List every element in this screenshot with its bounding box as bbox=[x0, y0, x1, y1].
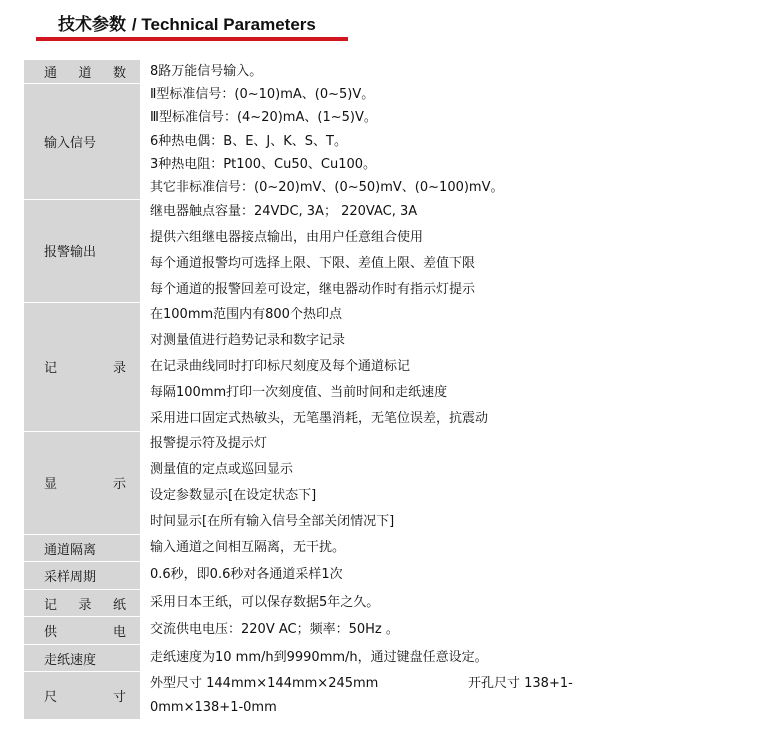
section-header bbox=[36, 4, 348, 42]
row-label: 走纸速度 bbox=[24, 644, 140, 672]
row-label: 采样周期 bbox=[24, 562, 140, 590]
row-label: 显 示 bbox=[24, 431, 140, 534]
row-label: 通道隔离 bbox=[24, 534, 140, 562]
table-row bbox=[24, 672, 742, 720]
row-label: 输入信号 bbox=[24, 83, 140, 199]
table-row bbox=[24, 302, 742, 431]
row-value: 8路万能信号输入。 bbox=[150, 64, 263, 79]
row-label: 通 道 数 bbox=[24, 60, 140, 83]
row-value bbox=[140, 672, 742, 720]
row-label: 记 录 bbox=[24, 302, 140, 431]
row-value: 交流供电电压：220V AC；频率：50Hz 。 bbox=[150, 622, 399, 638]
row-value: 继电器触点容量：24VDC, 3A； 220VAC, 3A 提供六组继电器接点输出，由用户任意组合使用 每个通道报警均可选择上限、下限、差值上限、差值下限 每个通道的报警回差可设定，继电器动作时有指示灯提示 bbox=[150, 204, 476, 297]
section-title bbox=[58, 10, 316, 35]
row-label: 供 电 bbox=[24, 617, 140, 645]
row-label: 报警输出 bbox=[24, 199, 140, 302]
table-row bbox=[24, 199, 742, 302]
table-row bbox=[24, 562, 742, 590]
table-row bbox=[24, 589, 742, 617]
row-label: 记 录 纸 bbox=[24, 589, 140, 617]
outer-size: 外型尺寸 144mm×144mm×245mm bbox=[150, 675, 379, 691]
table-row bbox=[24, 60, 742, 83]
row-value: 采用日本王纸，可以保存数据5年之久。 bbox=[150, 594, 380, 610]
table-row bbox=[24, 431, 742, 534]
table-row bbox=[24, 644, 742, 672]
table-row bbox=[24, 534, 742, 562]
cutout-size-cont: 0mm×138+1-0mm bbox=[150, 699, 277, 715]
row-value: 在100mm范围内有800个热印点 对测量值进行趋势记录和数字记录 在记录曲线同时打印标尺刻度及每个通道标记 每隔100mm打印一次刻度值、当前时间和走纸速度 采用进口固定式热敏头，无笔墨消耗，无笔位误差，抗震动 bbox=[150, 307, 489, 426]
row-label: 尺 寸 bbox=[24, 672, 140, 720]
table-row bbox=[24, 83, 742, 199]
spec-table bbox=[24, 60, 742, 720]
row-value: 报警提示符及提示灯 测量值的定点或巡回显示 设定参数显示[在设定状态下] 时间显示[在所有输入信号全部关闭情况下] bbox=[150, 436, 395, 529]
row-value: Ⅱ型标准信号：(0~10)mA、(0~5)V。 Ⅲ型标准信号：(4~20)mA、(1~5)V。 6种热电偶：B、E、J、K、S、T。 3种热电阻：Pt100、Cu50、Cu100。 其它非标准信号：(0~20)mV、(0~50)mV、(0~100)mV。 bbox=[150, 87, 504, 195]
table-row bbox=[24, 617, 742, 645]
row-value: 输入通道之间相互隔离，无干扰。 bbox=[150, 539, 346, 555]
row-value: 走纸速度为10 mm/h到9990mm/h，通过键盘任意设定。 bbox=[150, 649, 488, 665]
cutout-size: 开孔尺寸 138+1- bbox=[468, 675, 573, 691]
row-value: 0.6秒，即0.6秒对各通道采样1次 bbox=[150, 567, 343, 583]
section-title-cn: 技术参数 bbox=[58, 15, 126, 35]
section-title-en: / Technical Parameters bbox=[131, 15, 316, 34]
title-underline bbox=[36, 37, 348, 41]
